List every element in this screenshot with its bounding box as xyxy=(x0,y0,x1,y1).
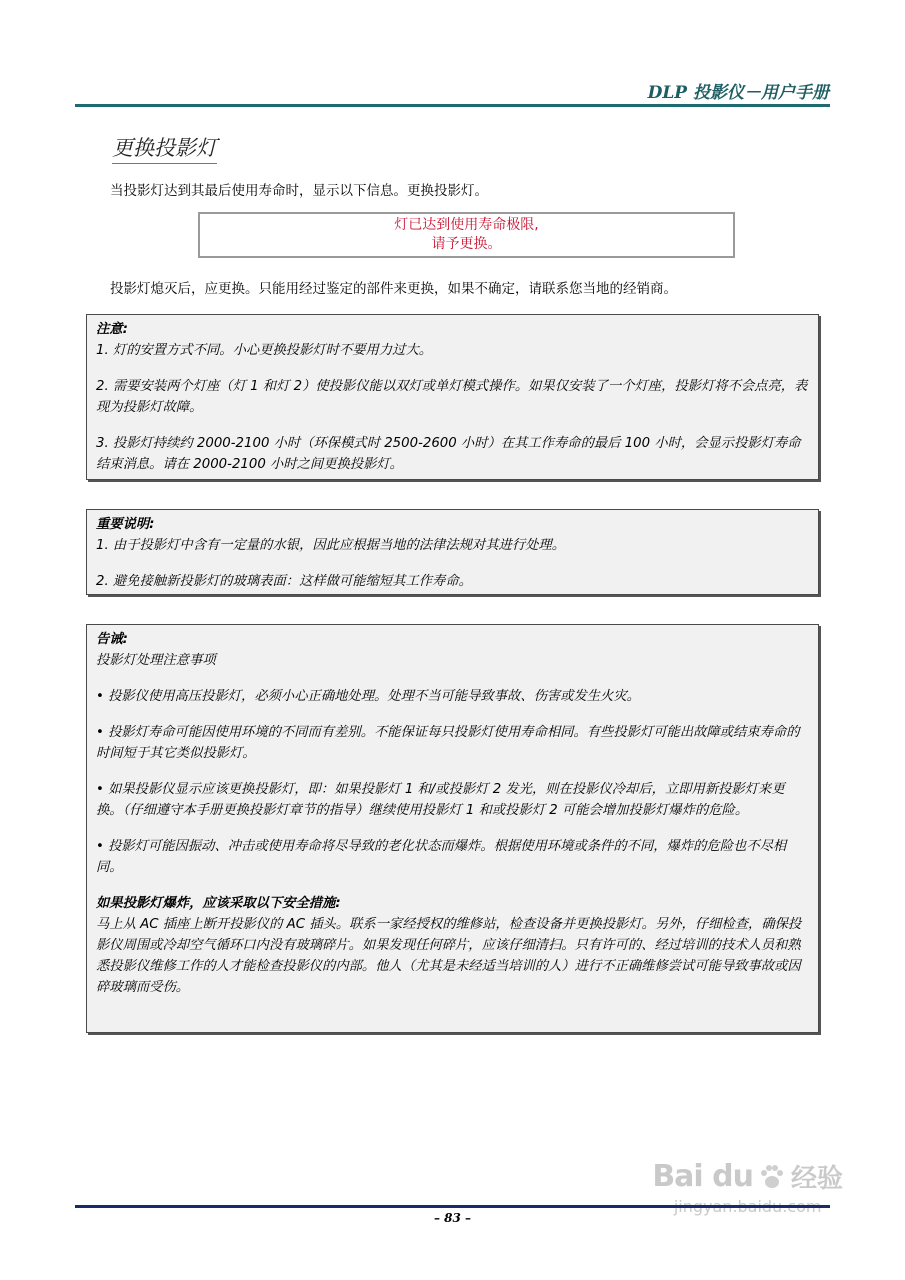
note-item-2: 2. 需要安装两个灯座（灯 1 和灯 2）使投影仪能以双灯或单灯模式操作。如果仅安装了一个灯座，投影灯将不会点亮，表现为投影灯故障。 xyxy=(96,379,808,415)
warning-bullet-2: • 投影灯寿命可能因使用环境的不同而有差别。不能保证每只投影灯使用寿命相同。有些投影灯可能出故障或结束寿命的时间短于其它类似投影灯。 xyxy=(96,725,800,761)
important-box xyxy=(86,509,819,595)
replace-instruction: 投影灯熄灭后，应更换。只能用经过鉴定的部件来更换，如果不确定，请联系您当地的经销商。 xyxy=(110,281,677,297)
note-item-3: 3. 投影灯持续约 2000-2100 小时（环保模式时 2500-2600 小时）在其工作寿命的最后 100 小时，会显示投影灯寿命结束消息。请在 2000-2100 小时之间更换投影灯。 xyxy=(96,436,801,472)
page-number: – 83 – xyxy=(433,1211,472,1225)
important-item-2: 2. 避免接触新投影灯的玻璃表面：这样做可能缩短其工作寿命。 xyxy=(96,574,472,589)
footer-divider xyxy=(75,1205,830,1208)
section-title: 更换投影灯 xyxy=(112,134,217,164)
note-item-1: 1. 灯的安置方式不同。小心更换投影灯时不要用力过大。 xyxy=(96,343,433,358)
warning-bullet-4: • 投影灯可能因振动、冲击或使用寿命将尽导致的老化状态而爆炸。根据使用环境或条件的不同，爆炸的危险也不尽相同。 xyxy=(96,839,787,875)
warning-bullet-3: • 如果投影仪显示应该更换投影灯，即：如果投影灯 1 和/或投影灯 2 发光，则在投影仪冷却后，立即用新投影灯来更换。（仔细遵守本手册更换投影灯章节的指导）继续使用投影灯 1 和或投影灯 2 可能会增加投影灯爆炸的危险。 xyxy=(96,782,785,818)
important-item-1: 1. 由于投影灯中含有一定量的水银，因此应根据当地的法律法规对其进行处理。 xyxy=(96,538,566,553)
lamp-message-line2: 请予更换。 xyxy=(431,236,502,252)
warning-subtitle: 投影灯处理注意事项 xyxy=(96,653,216,668)
header-divider xyxy=(75,104,830,107)
lamp-message-box xyxy=(198,212,735,258)
explosion-text: 马上从 AC 插座上断开投影仪的 AC 插头。联系一家经授权的维修站，检查设备并更换投影灯。另外，仔细检查，确保投影仪周围或冷却空气循环口内没有玻璃碎片。如果发现任何碎片，应该仔细清扫。只有许可的、经过培训的技术人员和熟悉投影仪维修工作的人才能检查投影仪的内部。他人（尤其是未经适当培训的人）进行不正确维修尝试可能导致事故或因碎玻璃而受伤。 xyxy=(96,917,802,995)
paw-icon xyxy=(757,1162,787,1192)
watermark-logo-cn: 经验 xyxy=(790,1164,843,1194)
important-label: 重要说明: xyxy=(96,517,155,532)
header-title: DLP 投影仪－用户手册 xyxy=(647,83,829,103)
warning-box xyxy=(86,624,819,1033)
watermark-logo: Bai du xyxy=(652,1159,753,1194)
explosion-label: 如果投影灯爆炸，应该采取以下安全措施: xyxy=(96,896,341,911)
warning-label: 告诫: xyxy=(96,632,128,647)
intro-text: 当投影灯达到其最后使用寿命时，显示以下信息。更换投影灯。 xyxy=(110,183,488,199)
note-box xyxy=(86,314,819,480)
warning-bullet-1: • 投影仪使用高压投影灯，必须小心正确地处理。处理不当可能导致事故、伤害或发生火灾。 xyxy=(96,689,640,704)
lamp-message-line1: 灯已达到使用寿命极限, xyxy=(394,217,539,233)
note-label: 注意: xyxy=(96,322,128,337)
